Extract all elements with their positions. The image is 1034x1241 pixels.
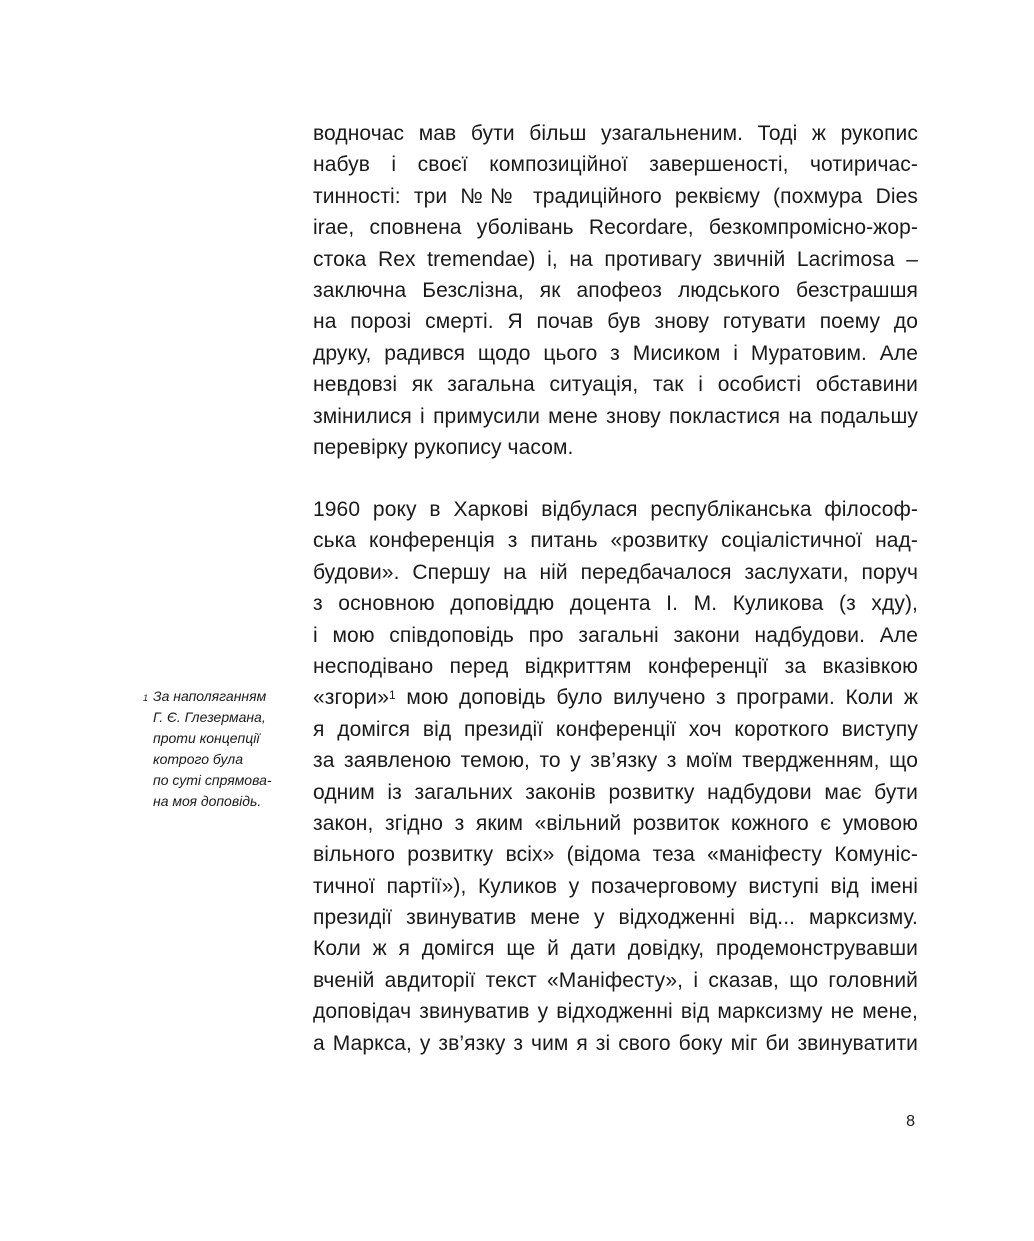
text-line: змінилися і примусили мене знову покластися на подальшу [313,404,918,428]
text-line: а Маркса, у зв’язку з чим я зі свого боку міг би звинуватити [313,1031,918,1055]
text-line: на порозі смерті. Я почав був знову готувати поему до [313,310,918,334]
paragraph-1 [313,118,918,463]
footnote-line: За наполяганням [153,688,267,704]
footnote-line: Г. Є. Глезермана, [153,709,266,725]
footnote-reference: 1 [388,688,396,703]
text-line: перевірку рукопису часом. [313,435,574,459]
text-line: водночас мав бути більш узагальненим. Тоді ж рукопис [313,122,918,145]
text-line: друку, радився щодо цього з Мисиком і Муратовим. Але [313,341,918,365]
page-number: 8 [906,1113,915,1130]
text-line: тичної партії»), Куликов у позачерговому виступі від імені [313,874,918,898]
text-line: одним із загальних законів розвитку надбудови має бути [313,780,918,804]
footnote-line: проти концепції [153,730,260,746]
text-fragment: «згори» [313,686,389,710]
text-line: з основною доповіддю доцента І. М. Куликова (з хду), [313,592,918,616]
text-line: президії звинуватив мене у відходженні від... марксизму. [313,906,918,930]
text-line: закон, згідно з яким «вільний розвиток кожного є умовою [313,811,918,835]
footnote-marker: 1 [143,693,149,703]
text-line: вільного розвитку всіх» (відома теза «маніфесту Комуніс- [313,843,918,867]
footnote-line: по суті спрямова- [153,772,272,788]
text-line: будови». Спершу на ній передбачалося заслухати, поруч [313,560,918,584]
footnote-line: котрого була [153,751,243,767]
footnote-line: на моя доповідь. [153,793,262,809]
text-line-with-footnote-ref [313,682,918,713]
text-line: і мою співдоповідь про загальні закони надбудови. Але [313,623,918,647]
text-line: заключна Безслізна, як апофеоз людського безстрашшя [313,278,918,302]
text-fragment: мою доповідь було вилучено з програми. Коли ж [395,686,918,710]
text-line: невдовзі як загальна ситуація, так і особисті обставини [313,373,918,397]
text-line: за заявленою темою, то у зв’язку з моїм твердженням, що [313,749,918,773]
paragraph-2 [313,494,918,1059]
text-line: тинності: три №№ традиційного реквієму (похмура Dies [313,184,918,208]
text-line: Коли ж я домігся ще й дати довідку, продемонструвавши [313,937,918,961]
text-line: стока Rex tremendae) і, на противагу звичній Lacrimosa – [313,247,918,271]
text-line: ська конференція з питань «розвитку соціалістичної над- [313,529,918,553]
text-line: вченій авдиторії текст «Маніфесту», і сказав, що головний [313,968,918,992]
text-line: я домігся від президії конференції хоч короткого виступу [313,717,918,741]
text-line: доповідач звинуватив у відходженні від марксизму не мене, [313,1000,918,1024]
text-line: набув і своєї композиційної завершеності, чотиричас- [313,153,918,177]
text-line: irae, сповнена уболівань Recordare, безкомпромісно-жор- [313,216,918,240]
footnote [143,686,293,812]
text-line: несподівано перед відкриттям конференції за вказівкою [313,654,918,678]
text-line: 1960 року в Харкові відбулася республіканська філософ- [313,498,918,521]
